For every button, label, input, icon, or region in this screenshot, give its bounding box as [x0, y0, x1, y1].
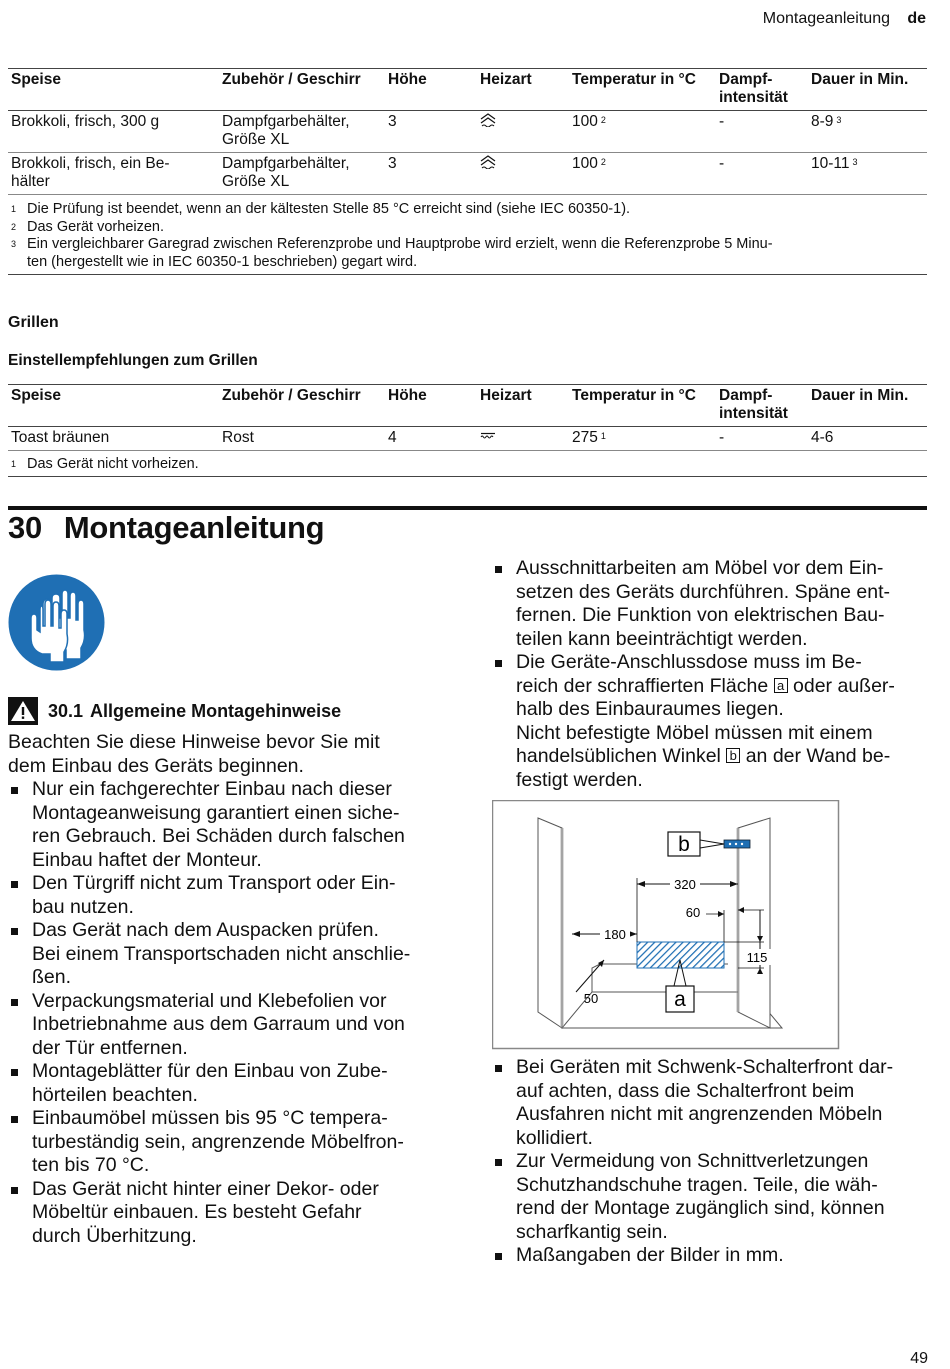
list-item: Den Türgriff nicht zum Transport oder Ein- bau nutzen. [8, 872, 448, 919]
list-item: Bei Geräten mit Schwenk-Schalterfront dar- auf achten, dass die Schalterfront beim Ausfahren nicht mit angrenzenden Möbeln kollidiert. [492, 1056, 932, 1150]
label-a: a [674, 988, 686, 1011]
col-header-heizart: Heizart [480, 387, 532, 404]
right-column-top [492, 557, 932, 792]
section-heading [8, 697, 341, 725]
dimension-180: 180 [604, 927, 626, 942]
footnote-text: Das Gerät nicht vorheizen. [27, 456, 199, 472]
col-header-temperatur: Temperatur in °C [572, 387, 696, 404]
col-header-dampfintensitaet: Dampf-intensität [719, 387, 788, 422]
dauer-value: 8-9 [811, 113, 834, 130]
subheading-grillen: Einstellempfehlungen zum Grillen [8, 352, 258, 369]
cell-hoehe: 4 [388, 429, 397, 446]
col-header-zubehoer: Zubehör / Geschirr [222, 387, 361, 404]
col-header-zubehoer: Zubehör / Geschirr [222, 71, 361, 88]
col-header-speise: Speise [11, 71, 61, 88]
col-header-dauer: Dauer in Min. [811, 71, 909, 88]
cell-speise: Brokkoli, frisch, ein Be- hälter [11, 155, 170, 190]
list-item: Verpackungsmaterial und Klebefolien vor Inbetriebnahme aus dem Garraum und von der Tür entfernen. [8, 990, 448, 1061]
cell-temperatur [569, 427, 716, 451]
cell-hoehe: 3 [388, 113, 397, 130]
list-item: Das Gerät nicht hinter einer Dekor- oder Möbeltür einbauen. Es besteht Gefahr durch Überhitzung. [8, 1178, 448, 1249]
footnote-number: 1 [11, 459, 17, 469]
list-item: Die Geräte-Anschlussdose muss im Be- reich der schraffierten Fläche a oder außer- halb des Einbauraumes liegen. Nicht befestigte Möbel müssen mit einem handelsüblichen Winkel b an der Wand be- festigt werden. [492, 651, 932, 792]
list-item: Das Gerät nach dem Auspacken prüfen. Bei einem Transportschaden nicht anschlie- ßen. [8, 919, 448, 990]
table-header-row [8, 385, 927, 427]
cell-dampf: - [719, 429, 725, 446]
footnote-text: Ein vergleichbarer Garegrad zwischen Referenzprobe und Hauptprobe wird erzielt, wenn die Referenzprobe 5 Minu- ten (hergestellt wie in IEC 60350-1 beschrieben) gegart wird. [27, 236, 773, 270]
chapter-title-text: Montageanleitung [63, 510, 325, 545]
left-bullet-list [8, 778, 448, 1248]
dimension-60: 60 [685, 905, 701, 920]
table-row [8, 153, 927, 195]
col-header-hoehe: Höhe [388, 71, 427, 88]
footnote-text: Das Gerät vorheizen. [27, 218, 165, 235]
cell-temperatur [569, 111, 716, 153]
list-item: Maßangaben der Bilder in mm. [492, 1244, 932, 1268]
section-number: 30.1 [48, 700, 84, 721]
installation-diagram [492, 800, 840, 1050]
footnote-number: 3 [11, 239, 17, 249]
list-item: Zur Vermeidung von Schnittverletzungen Schutzhandschuhe tragen. Teile, die wäh- rend der Montage zugänglich sind, können scharfkantig sein. [492, 1150, 932, 1244]
list-item: Einbaumöbel müssen bis 95 °C tempera- turbeständig sein, angrenzende Möbelfron- ten bis 70 °C. [8, 1107, 448, 1178]
chapter-title [8, 510, 324, 546]
label-a-ref: a [774, 678, 788, 693]
table-footnotes [11, 456, 199, 474]
grill-table [8, 384, 927, 451]
section-heading-grillen: Grillen [8, 314, 59, 331]
footnote-ref: 2 [600, 157, 606, 167]
right-bullet-list-bottom [492, 1056, 932, 1268]
list-item: Ausschnittarbeiten am Möbel vor dem Ein- setzen des Geräts durchführen. Späne ent- fernen. Die Funktion von elektrischen Bau- teilen kann beeinträchtigt werden. [492, 557, 932, 651]
chapter-number: 30 [8, 510, 42, 545]
col-header-hoehe: Höhe [388, 387, 427, 404]
cell-dauer: 4-6 [811, 429, 834, 446]
protective-gloves-icon [8, 574, 105, 671]
footnote-ref: 3 [852, 157, 858, 167]
dimension-320: 320 [674, 877, 696, 892]
running-header-language: de [907, 10, 926, 27]
cell-dampf: - [719, 113, 725, 130]
footnote-ref: 1 [600, 431, 606, 441]
cell-heizart [477, 153, 569, 195]
section-title: Allgemeine Montagehinweise [90, 700, 342, 721]
temp-value: 100 [572, 113, 598, 130]
table-footnotes [11, 201, 911, 271]
steam-icon [480, 113, 496, 127]
dauer-value: 10-11 [811, 155, 850, 172]
footnote-number: 2 [11, 221, 17, 232]
dimension-115: 115 [746, 950, 768, 965]
cell-zubehoer: Dampfgarbehälter, Größe XL [222, 155, 350, 190]
col-header-heizart: Heizart [480, 71, 532, 88]
cell-temperatur [569, 153, 716, 195]
footnote-ref: 3 [836, 115, 842, 125]
cell-speise: Brokkoli, frisch, 300 g [11, 113, 160, 130]
cell-dauer [808, 111, 927, 153]
temp-value: 275 [572, 429, 598, 446]
footnote [11, 456, 199, 474]
col-header-temperatur: Temperatur in °C [572, 71, 696, 88]
label-b-ref: b [726, 748, 740, 763]
running-header-title: Montageanleitung [762, 10, 890, 27]
dimension-50: 50 [583, 991, 599, 1006]
left-wall [538, 818, 562, 1028]
cell-dampf: - [719, 155, 725, 172]
cell-speise: Toast bräunen [11, 429, 110, 446]
footnote-divider [8, 274, 927, 275]
footnote-divider [8, 476, 927, 477]
left-column [8, 731, 448, 1248]
steam-icon [480, 155, 496, 169]
col-header-dauer: Dauer in Min. [811, 387, 909, 404]
right-wall [738, 818, 770, 1028]
col-header-dampfintensitaet: Dampf-intensität [719, 71, 788, 106]
cell-heizart [477, 111, 569, 153]
footnote-text: Die Prüfung ist beendet, wenn an der kältesten Stelle 85 °C erreicht sind (siehe IEC 60350-1). [27, 201, 631, 217]
col-header-speise: Speise [11, 387, 61, 404]
list-item: Nur ein fachgerechter Einbau nach dieser Montageanweisung garantiert einen siche- ren Gebrauch. Bei Schäden durch falschen Einbau haftet der Monteur. [8, 778, 448, 872]
page-number: 49 [910, 1350, 928, 1367]
cell-zubehoer: Rost [222, 429, 254, 446]
intro-text: Beachten Sie diese Hinweise bevor Sie mit dem Einbau des Geräts beginnen. [8, 731, 380, 777]
cell-hoehe: 3 [388, 155, 397, 172]
table-row [8, 427, 927, 451]
temp-value: 100 [572, 155, 598, 172]
cell-dauer [808, 153, 927, 195]
steam-cooking-table [8, 68, 927, 195]
cell-heizart [477, 427, 569, 451]
table-header-row [8, 69, 927, 111]
table-row [8, 111, 927, 153]
footnote-ref: 2 [600, 115, 606, 125]
warning-icon [8, 697, 38, 725]
right-column-bottom [492, 1056, 932, 1268]
footnote [11, 236, 911, 271]
grill-icon [480, 432, 496, 442]
footnote [11, 219, 911, 237]
footnote-number: 1 [11, 204, 17, 214]
cell-zubehoer: Dampfgarbehälter, Größe XL [222, 113, 350, 148]
list-item: Montageblätter für den Einbau von Zube- hörteilen beachten. [8, 1060, 448, 1107]
footnote [11, 201, 911, 219]
right-bullet-list [492, 557, 932, 792]
label-b: b [678, 833, 690, 856]
